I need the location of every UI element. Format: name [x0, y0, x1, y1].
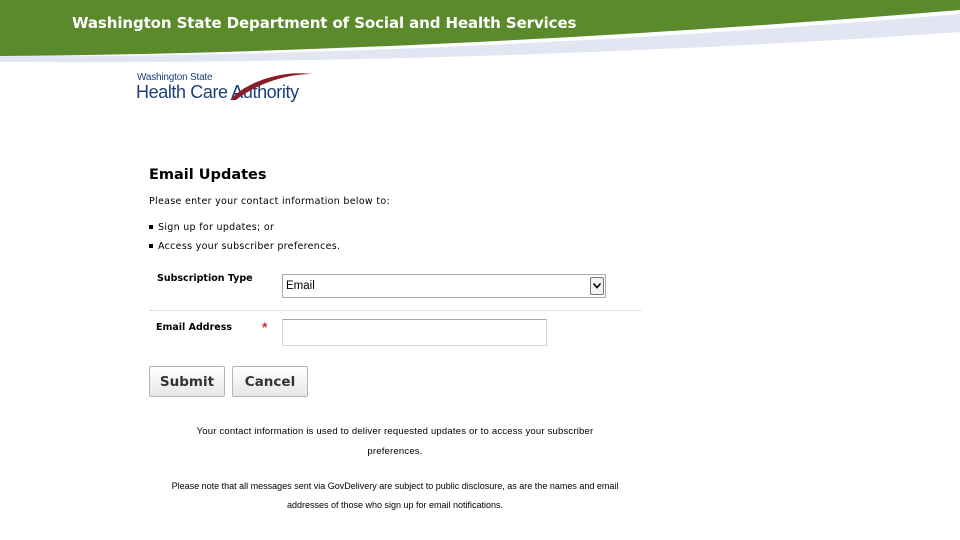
hca-logo	[136, 72, 316, 106]
logo-line2: Health Care Authority	[136, 82, 299, 102]
subscription-type-value: Email	[286, 280, 315, 292]
submit-button[interactable]: Submit	[149, 366, 225, 397]
list-item-text: Sign up for updates; or	[158, 222, 275, 233]
dropdown-button[interactable]	[590, 277, 604, 295]
cancel-button[interactable]: Cancel	[232, 366, 308, 397]
email-field[interactable]	[282, 319, 547, 346]
subscription-type-select[interactable]	[282, 274, 606, 298]
intro-text: Please enter your contact information below to:	[149, 196, 390, 207]
header-banner	[0, 0, 960, 70]
privacy-note: Your contact information is used to deliver requested updates or to access your subscriber	[196, 426, 594, 437]
bullet-icon	[149, 225, 153, 229]
list-item-text: Access your subscriber preferences.	[158, 241, 341, 252]
page-title: Email Updates	[149, 167, 267, 183]
divider	[150, 310, 642, 311]
header-banner-shape	[0, 0, 960, 70]
bullet-icon	[149, 244, 153, 248]
list-item	[149, 241, 340, 252]
header-title: Washington State Department of Social and Health Services	[72, 14, 577, 32]
required-indicator: *	[262, 319, 268, 335]
subscription-type-label: Subscription Type	[157, 273, 253, 284]
disclosure-note: Please note that all messages sent via GovDelivery are subject to public disclosure, as are the names and email	[171, 481, 619, 491]
privacy-note: preferences.	[367, 446, 423, 457]
chevron-down-icon	[593, 283, 601, 289]
email-address-label: Email Address	[156, 322, 233, 333]
logo-swoosh-icon	[226, 72, 316, 104]
list-item	[149, 222, 274, 233]
logo-line1: Washington State	[137, 72, 213, 83]
disclosure-note: addresses of those who sign up for email notifications.	[286, 500, 504, 510]
